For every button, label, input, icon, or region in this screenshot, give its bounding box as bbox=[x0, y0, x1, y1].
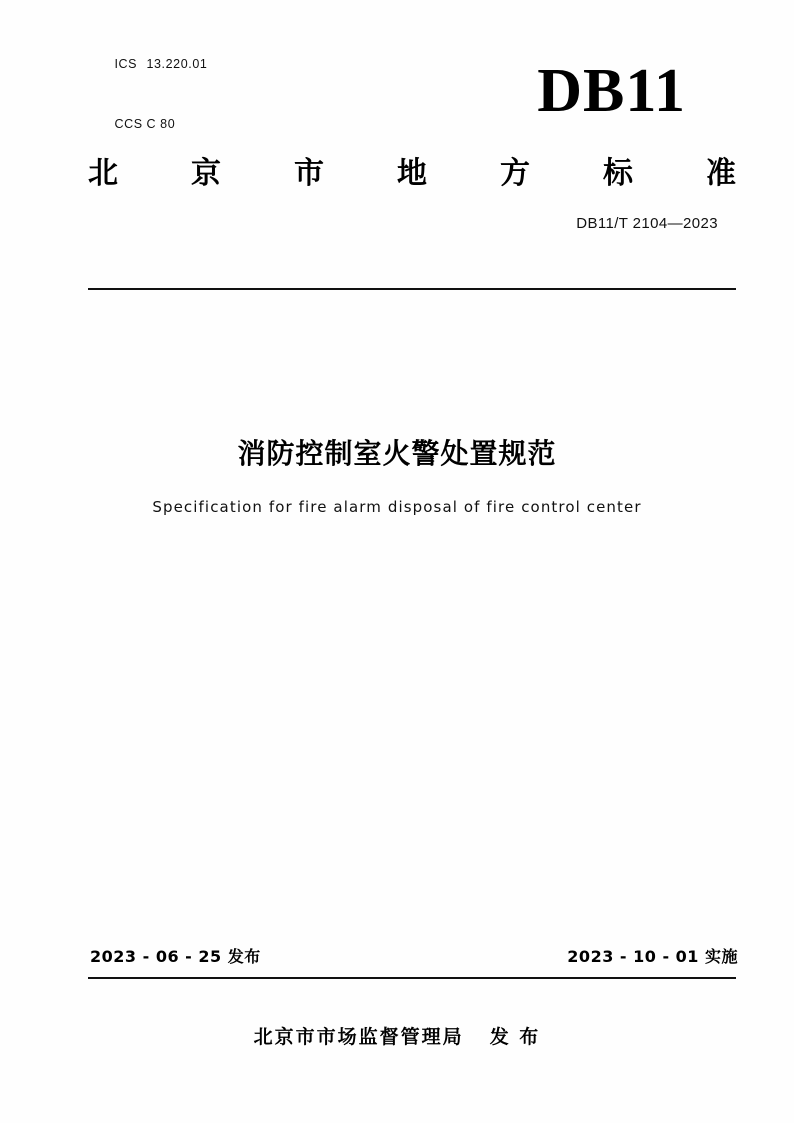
ics-code-line bbox=[90, 34, 207, 94]
ccs-code-line bbox=[90, 94, 207, 154]
banner-title bbox=[88, 148, 736, 192]
issue-date: 2023 - 06 - 25 发布 bbox=[90, 947, 261, 966]
banner-char-4: 地 bbox=[397, 156, 427, 191]
standard-number: DB11/T 2104—2023 bbox=[576, 215, 718, 232]
document-title-english: Specification for fire alarm disposal of fire control center bbox=[152, 498, 642, 516]
banner-char-6: 标 bbox=[603, 156, 633, 191]
implementation-date: 2023 - 10 - 01 实施 bbox=[567, 947, 738, 966]
issuer-action: 发 布 bbox=[489, 1026, 541, 1048]
db11-logo: DB11 bbox=[537, 57, 686, 125]
banner-char-3: 市 bbox=[294, 156, 324, 191]
ccs-label: CCS bbox=[114, 117, 143, 131]
banner-char-2: 京 bbox=[191, 156, 221, 191]
divider-bottom bbox=[88, 977, 736, 979]
divider-top bbox=[88, 288, 736, 290]
classification-codes bbox=[90, 34, 207, 154]
banner-char-5: 方 bbox=[500, 156, 530, 191]
ccs-value: C 80 bbox=[146, 117, 176, 131]
ics-label: ICS bbox=[114, 57, 138, 71]
document-title-chinese: 消防控制室火警处置规范 bbox=[237, 437, 557, 470]
banner-char-1: 北 bbox=[88, 156, 118, 191]
issuer-name: 北京市市场监督管理局 bbox=[253, 1026, 464, 1048]
ics-value: 13.220.01 bbox=[146, 57, 208, 71]
banner-char-7: 准 bbox=[706, 156, 736, 191]
issuing-authority bbox=[0, 1022, 794, 1049]
